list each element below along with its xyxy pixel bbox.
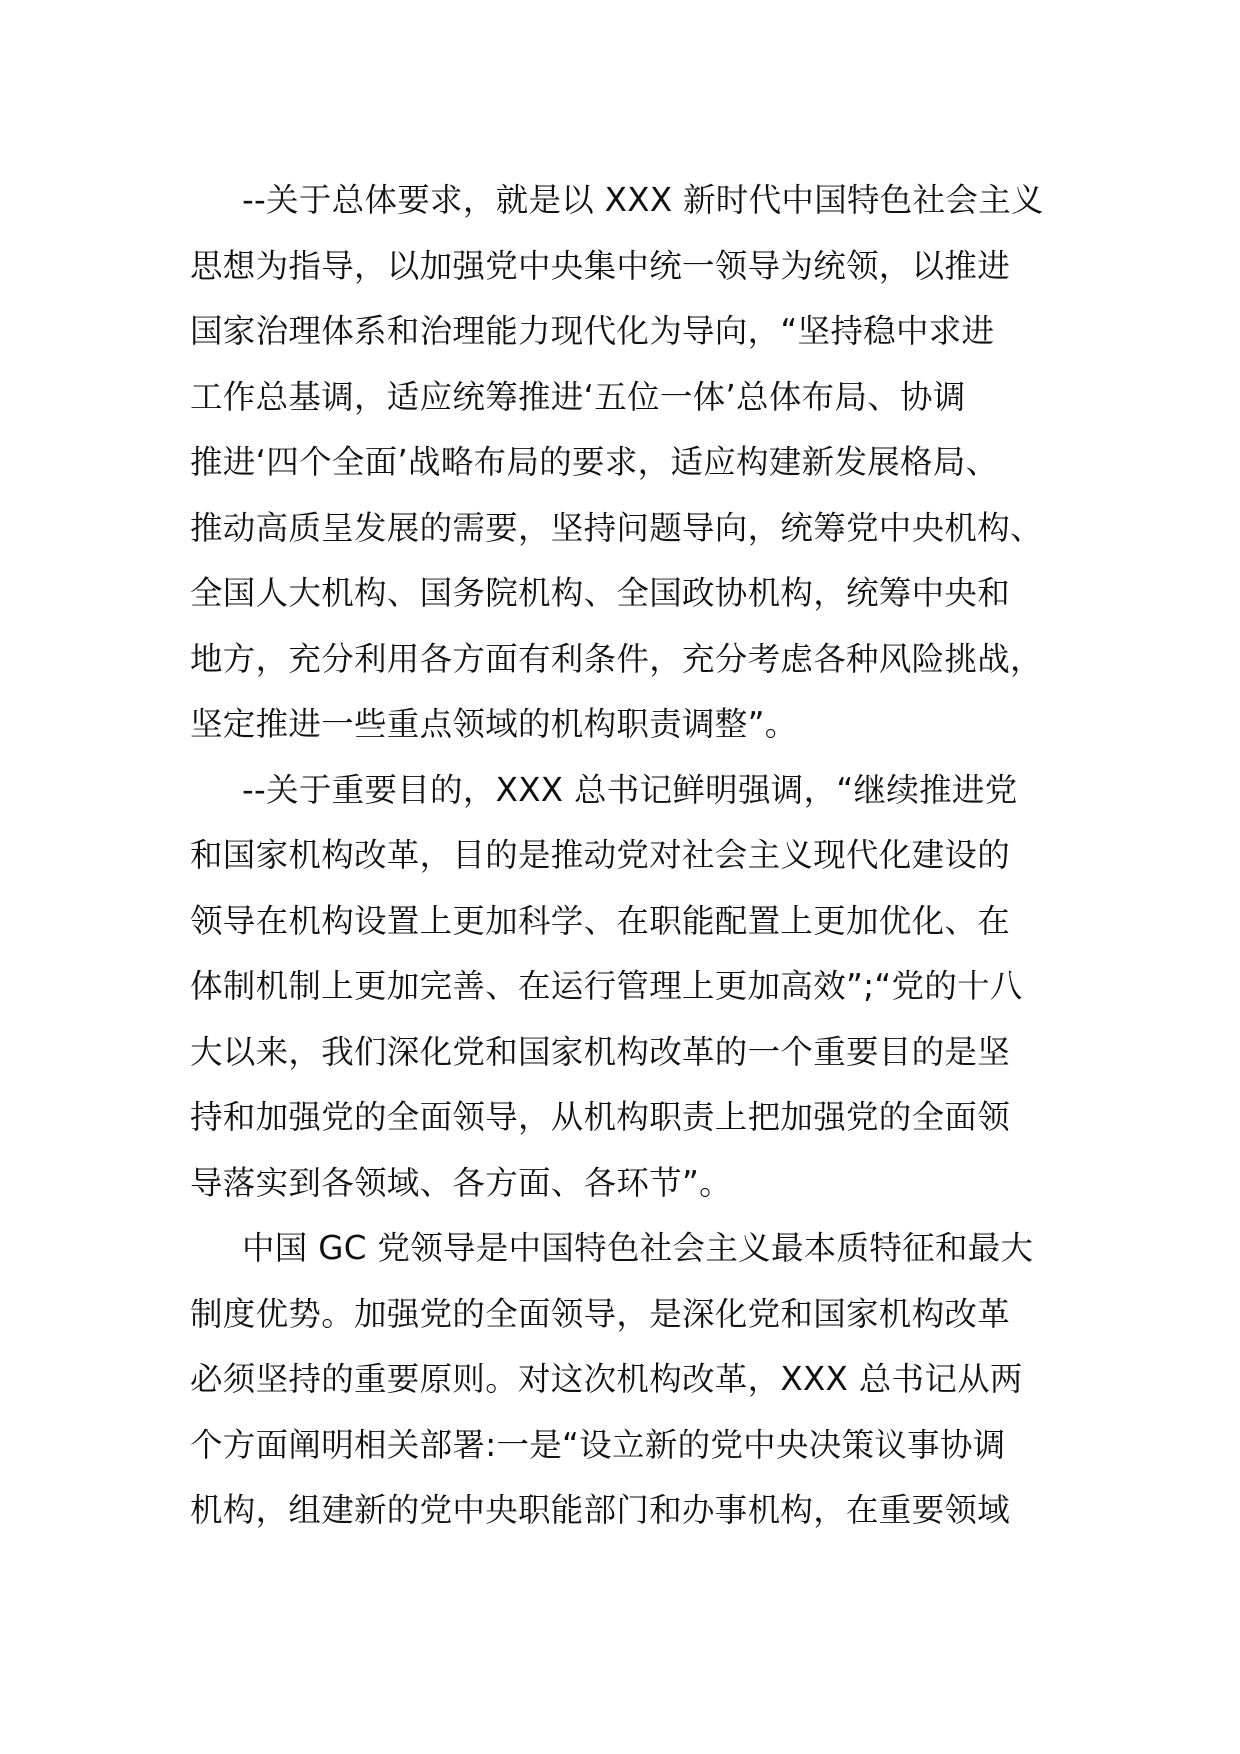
document-body (190, 168, 1060, 1544)
text-line: 制度优势。加强党的全面领导，是深化党和国家机构改革 (190, 1294, 1011, 1333)
text-line: --关于总体要求，就是以 XXX 新时代中国特色社会主义 (242, 181, 1044, 219)
text-line: 全国人大机构、国务院机构、全国政协机构，统筹中央和 (190, 574, 1011, 612)
text-line: 推进‘四个全面’战略布局的要求，适应构建新发展格局、 (190, 443, 999, 481)
paragraph-overall-requirements (190, 168, 1060, 758)
text-line: 中国 GC 党领导是中国特色社会主义最本质特征和最大 (242, 1229, 1034, 1267)
text-line: 必须坚持的重要原则。对这次机构改革，XXX 总书记从两 (190, 1360, 1023, 1398)
text-line: 机构，组建新的党中央职能部门和办事机构，在重要领域 (190, 1491, 1011, 1529)
text-line: 思想为指导，以加强党中央集中统一领导为统领，以推进 (190, 246, 1011, 285)
text-line: 大以来，我们深化党和国家机构改革的一个重要目的是坚 (190, 1032, 1011, 1071)
text-line: 个方面阐明相关部署:一是“设立新的党中央决策议事协调 (190, 1425, 1006, 1464)
text-line: --关于重要目的，XXX 总书记鲜明强调，“继续推进党 (242, 770, 1018, 809)
text-line: 领导在机构设置上更加科学、在职能配置上更加优化、在 (190, 901, 1011, 940)
text-line: 体制机制上更加完善、在运行管理上更加高效”;“党的十八 (190, 967, 1023, 1005)
paragraph-important-purpose (190, 758, 1060, 1217)
text-line: 持和加强党的全面领导，从机构职责上把加强党的全面领 (190, 1098, 1011, 1136)
text-line: 地方，充分利用各方面有利条件，充分考虑各种风险挑战， (190, 639, 1043, 678)
text-line: 推动高质呈发展的需要，坚持问题导向，统筹党中央机构、 (190, 508, 1043, 547)
text-line: 导落实到各领域、各方面、各环节”。 (190, 1163, 732, 1202)
text-line: 坚定推进一些重点领域的机构职责调整”。 (190, 705, 798, 743)
text-line: 工作总基调，适应统筹推进‘五位一体’总体布局、协调 (190, 377, 966, 416)
text-line: 和国家机构改革，目的是推动党对社会主义现代化建设的 (190, 836, 1011, 874)
text-line: 国家治理体系和治理能力现代化为导向，“坚持稳中求进 (190, 312, 995, 350)
paragraph-party-leadership (190, 1216, 1060, 1544)
